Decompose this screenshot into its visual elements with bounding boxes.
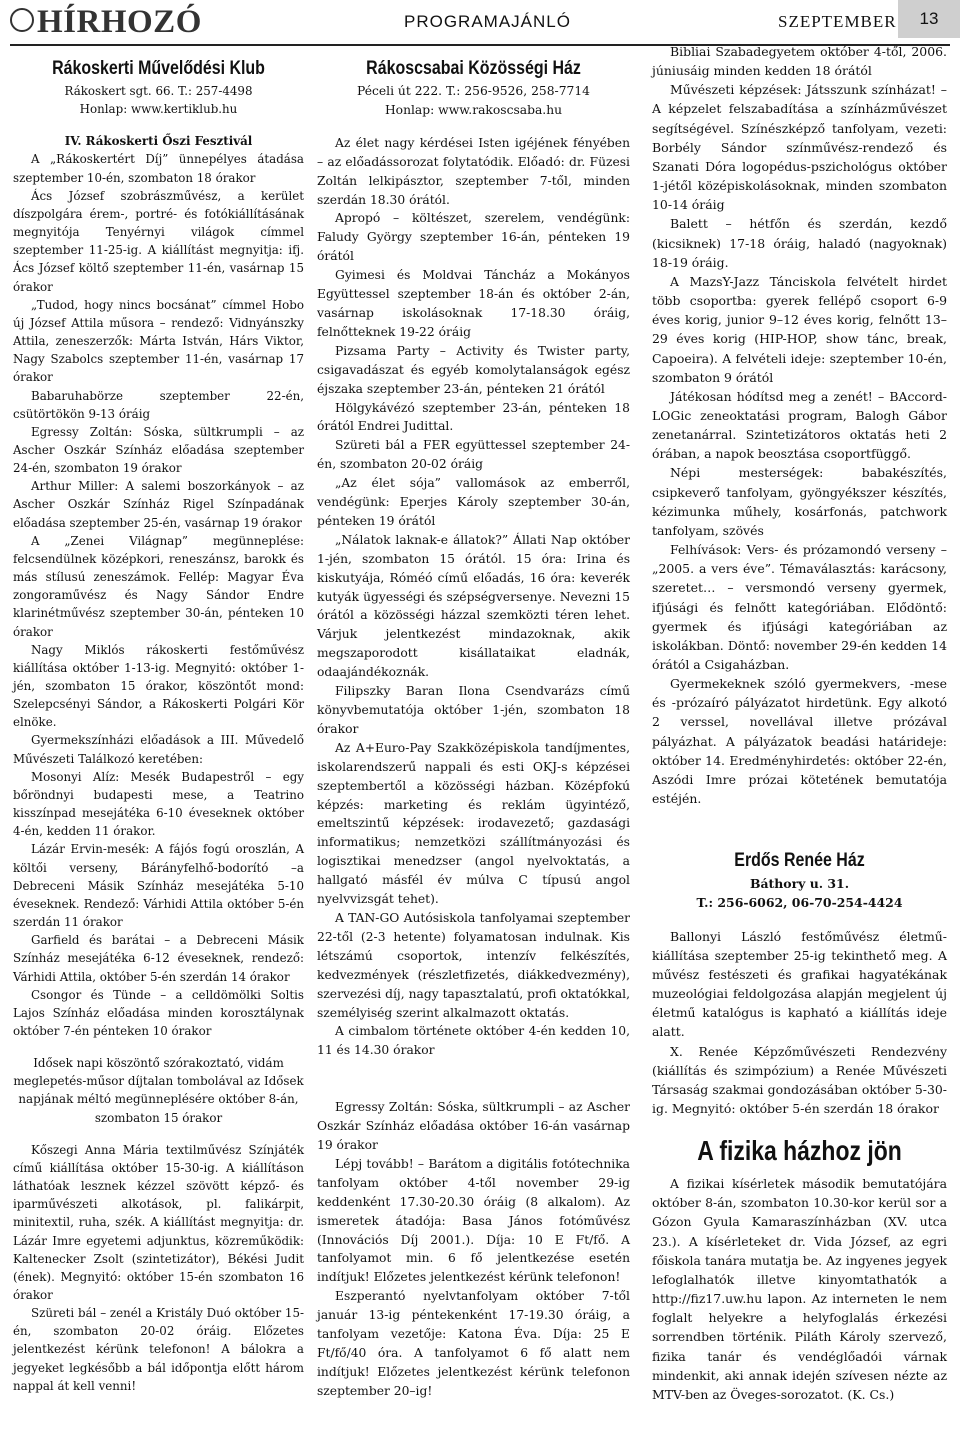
program-item: A „Zenei Világnap” megünneplése: felcsendülnek középkori, reneszánsz, barokk és más stílusú zeneszámok. Fellép: Magyar Éva zongoraművész és Nagy Sándor Endre klarinétművész szeptember 30-án, pénteken 10 órakor [13,533,304,639]
venue-address: Rákoskert sgt. 66. T.: 257-4498 [64,84,253,98]
logo-emblem-icon [10,8,34,32]
program-item: Ács József szobrászművész, a kerület díszpolgára érem-, portré- és fotókiállításának megnyitója Tenyérnyi világok címmel szeptember 11-25-ig. A kiállítást megnyitja: ifj. Ács József költő szeptember 11-én, vasárnap 15 órakor [13,188,304,294]
section-title: PROGRAMAJÁNLÓ [404,12,571,31]
program-item: Gyermekszínházi előadások a III. Művedelő Művészeti Találkozó keretében: [13,733,304,766]
program-item: Az élet nagy kérdései Isten igéjének fényében – az előadássorozat folytatódik. Előadó: dr. Füzesi Zoltán lelkipásztor, szeptember 7-től, minden szerdán 18.30 órától. [317,135,630,207]
program-item: „Nálatok laknak-e állatok?” Állati Nap október 1-jén, szombaton 15 órától. 15 óra: Irina és kiskutyája, Róméó című előadás, 16 óra: keverék kutyák ügyességi és szépségversenye. Nevezni 15 órától a közösségi házzal szemközti téren lehet. Várjuk jelentkezést mindazoknak, akik megszaporodott kisállataikat eladnák, odaajándékoznák. [317,532,630,680]
month-label: SZEPTEMBER [778,12,897,31]
column-2 [317,54,630,1401]
masthead-logo [10,4,202,41]
program-item: Apropó – költészet, szerelem, vendégünk: Faludy György szeptember 16-án, pénteken 19 órától [317,211,630,264]
program-item: Babaruhabörze szeptember 22-én, csütörtökön 9-13 óráig [13,388,304,421]
program-item: Felhívások: Vers- és prózamondó verseny – „2005. a vers éve”. Témaválasztás: karácsony, szeretet… – versmondó verseny gyermek, ifjúsági és felnőtt kategóriában. Elődöntő: gyermek és ifjúsági kategóriában az iskolákban. Döntő: november 29-én kedden 14 órától a Csigaházban. [652,542,947,672]
program-item: Arthur Miller: A salemi boszorkányok – az Ascher Oszkár Színház Rigel Színpadának előadása szeptember 25-én, vasárnap 19 órakor [13,479,304,530]
program-item: Csongor és Tünde – a celldömölki Soltis Lajos Színház előadása minden korosztálynak október 7-én pénteken 10 órakor [13,987,304,1038]
venue-website: Honlap: www.kertiklub.hu [79,102,238,117]
program-item: Kőszegi Anna Mária textilművész Színjáték című kiállítása október 15-30-ig. A kiállításon láthatóak lesznek kézzel szövött képző- és iparművészeti alkotások, pl. falikárpit, minitextil, ruha, szék. A kiállítást megnyitja: dr. Lázár Imre egyetemi adjunktus, közreműködik: Kaltenecker Zsolt (szintetizátor), Békési Judit (ének). Megnyitó: október 15-én szombaton 16 órakor [13,1142,304,1302]
program-item: Pizsama Party – Activity és Twister party, csigavadászat és egyéb komolytalanságok egész éjszaka szeptember 23-án, pénteken 21 órától [317,343,630,396]
program-item: Mosonyi Alíz: Mesék Budapestről – egy bőröndnyi budapesti mese, a Teatrino kisszínpad mesejátéka 6-10 éveseknek október 4-én, kedden 11 órakor. [13,769,304,839]
venue-title: Rákoskerti Művelődési Klub [52,58,265,79]
program-item: Gyimesi és Moldvai Táncház a Mokányos Együttessel szeptember 18-án és október 2-án, vasárnap iskolásoknak 17-18.30 óráig, felnőtteknek 19-22 óráig [317,268,630,339]
program-item: Szüreti bál a FER együttessel szeptember 24-én, szombaton 20-02 óráig [317,438,630,472]
program-item: Egressy Zoltán: Sóska, sültkrumpli – az Ascher Oszkár Színház előadása október 16-án vasárnap 19 órakor [317,1100,630,1153]
program-item: Szüreti bál – zenél a Kristály Duó október 15-én, szombaton 20-02 óráig. Előzetes jelentkezést kérünk telefonon! A bálokra a jegyeket legkésőbb a bál időpontja előtt három nappal át kell venni! [13,1306,304,1393]
program-item: Garfield és barátai – a Debreceni Másik Színház mesejátéka 6-12 éveseknek, rendező: Várhidi Attila, október 5-én szerdán 14 órakor [13,933,304,984]
venue-title: Erdős Renée Ház [734,850,865,872]
festival-title: IV. Rákoskerti Őszi Fesztivál [64,134,253,149]
program-item: A TAN-GO Autósiskola tanfolyamai szeptember 22-től (2-3 hetente) folyamatosan indulnak. Kis létszámú csoportok, intenzív felkészítés, kedvezmények (részletfizetés, diákkedvezmény), szervezési díj, nagy tapasztalatú, profi oktatókkal, személyiség szerint alkalmazott oktatás. [317,910,630,1020]
program-item: X. Renée Képzőművészeti Rendezvény (kiállítás és szimpózium) a Renée Művészeti Társaság szakmai gondozásában október 5-30-ig. Megnyitó: október 5-én szerdán 18 órakor [652,1043,947,1116]
program-item: Az A+Euro-Pay Szakközépiskola tandíjmentes, iskolarendszerű nappali és esti OKJ-s képzései szeptembertől a közösségi házban. Középfokú képzés: marketing és reklám ügyintéző, emeltszintű képzések: irodavezető; gazdasági informatikus; nemzetközi szállítmányozási és logisztikai menedzser (angol nyelvoktatás, a hallgató másfél év múlva C típusú angol nyelvvizsgát tehet). [317,740,630,907]
logo-text: HÍRHOZÓ [37,4,202,40]
program-item: Balett – hétfőn és szerdán, kezdő (kicsiknek) 17-18 óráig, haladó (nagyoknak) 18-19 óráig. [652,216,947,270]
venue-title: Rákoscsabai Közösségi Ház [366,58,581,79]
venue-address: Péceli út 222. T.: 256-9526, 258-7714 [356,84,590,98]
program-item: Nagy Miklós rákoskerti festőművész kiállítása október 1-13-ig. Megnyitó: október 1-jén, szombaton 15 órakor, köszöntőt mond: Szelepcsényi Sándor, a Rákoskerti Polgári Kör elnöke. [13,642,304,730]
program-item: A MazsY-Jazz Tánciskola felvételt hirdet több csoportba: gyerek fellépő csoport 6-9 éves korig, junior 9–12 éves korig, felnőtt 13–29 éves korig (HIP-HOP, show tánc, break, Capoeira). A felvételi ideje: szeptember 10-én, szombaton 9 órától [652,273,947,385]
venue-website: Honlap: www.rakoscsaba.hu [384,102,563,117]
program-item: Eszperantó nyelvtanfolyam október 7-től január 13-ig péntekenként 17-19.30 óráig, a tanfolyam vezetője: Katona Éva. Díja: 25 E Ft/fő/40 óra. A tanfolyamot 6 fő alatt nem indítjuk! Előzetes jelentkezést kérünk telefonon szeptember 20–ig! [317,1289,630,1398]
venue-address: Báthory u. 31. [749,876,850,892]
program-item: Hölgykávézó szeptember 23-án, pénteken 18 órától Endrei Judittal. [317,400,630,434]
program-item: Játékosan hódítsd meg a zenét! – BAccord-LOGic zeneoktatási program, Balogh Gábor zenetanárral. Szintetizátoros oktatás heti 2 órában, a napok beosztása csoportfüggő. [652,388,947,462]
program-item: Lépj tovább! – Barátom a digitális fotótechnika tanfolyam október 4-től november 29-ig keddenként 17.30-20.30 óráig (8 alkalom). Az ismeretek átadója: Basa János fotóművész (Innovációs Díj 2001.). Díja: 10 E Ft/fő. A tanfolyamot min. 6 fő jelentkezése esetén indítjuk! Előzetes jelentkezést kérünk telefonon! [317,1156,630,1285]
article-headline: A fizika házhoz jön [697,1135,902,1167]
program-item: A „Rákoskertért Díj” ünnepélyes átadása szeptember 10-én, szombaton 18 órakor [13,152,304,185]
column-1 [13,54,304,1395]
program-item: Gyermekeknek szóló gyermekvers, -mese és -prózaíró pályázatot hirdetünk. Egy alkotó 2 verssel, novellával illetve prózával pályázhat. A pályázatok beadási határideje: október 14. Eredményhirdetés: október 22-én, Aszódi Imre prózai kötetének bemutatója estéjén. [652,676,947,807]
program-item: Egressy Zoltán: Sóska, sültkrumpli – az Ascher Oszkár Színház előadása szeptember 24-én, szombaton 19 órakor [13,424,304,476]
program-item: Művészeti képzések: Játsszunk színházat! – A képzelet felszabadítása a színházművészet segítségével. Színészképző tanfolyam, vezeti: Borbély Sándor színművész-rendező és Szanati Dóra logopédus-pszichológus október 1-jétől középiskolásoknak, minden szombaton 10-14 óráig [652,82,947,213]
program-item: Lázár Ervin-mesék: A fájós fogú oroszlán, A költői verseny, Bárányfelhő-bodorító –a Debreceni Másik Színház mesejátéka 5-10 éveseknek. Rendező: Várhidi Attila október 5-én szerdán 11 órakor [13,842,304,930]
program-item: Bibliai Szabadegyetem október 4-től, 2006. júniusáig minden kedden 18 órától [652,44,947,79]
venue-phone: T.: 256-6062, 06-70-254-4424 [696,895,903,911]
program-item: „Az élet sója” vallomások az emberről, vendégünk: Eperjes Károly szeptember 30-án, pénteken 19 órától [317,476,630,528]
page-header [0,0,960,44]
program-item: Filipszky Baran Ilona Csendvarázs című könyvbemutatója október 1-jén, szombaton 18 órakor [317,684,630,736]
article-body: A fizikai kísérletek második bemutatójára október 8-án, szombaton 10.30-kor kerül sor a Gózon Gyula Kamaraszínházban (XV. utca 23.). A kísérleteket dr. Vida József, az egri főiskola tanára mutatja be. Az ingyenes jegyek lefoglalhatók illetve kinyomtathatók a http://fiz17.uw.hu lapon. Az interneten le nem foglalt helyekre a helyfoglalás érkezési sorrendben történik. Piláth Károly szervező, fizika tanár és vendéglőadói várnak mindenkit, aki annak idején szívesen nézte az MTV-ben az Öveges-sorozatot. (K. Cs.) [652,1176,947,1402]
page-number: 13 [898,0,960,38]
program-item-centered: Idősek napi köszöntő szórakoztató, vidám meglepetés-műsor díjtalan tombolával az Idősek napjának méltó megünneplésére október 8-án, szombaton 15 órakor [13,1056,304,1125]
program-item: A cimbalom története október 4-én kedden 10, 11 és 14.30 órakor [317,1024,630,1058]
program-item: „Tudod, hogy nincs bocsánat” címmel Hobo új József Attila műsora – rendező: Vidnyánszky Attila, zeneszerzők: Márta István, Hárs Viktor, Nagy Szabolcs szeptember 11-én, vasárnap 17 órakor [13,297,304,385]
column-3 [652,44,947,1404]
program-item: Népi mesterségek: babakészítés, csipkeverő tanfolyam, gyöngyékszer készítés, kézimunka műhely, kosárfonás, patchwork tanfolyam, szövés [652,465,947,538]
program-item: Ballonyi László festőművész életmű-kiállítása szeptember 25-ig tekinthető meg. A művész festészeti és grafikai hagyatékának muzeológiai feldolgozása alapján megjelent új életmű katalógus is kapható a kiállítás ideje alatt. [652,928,947,1040]
